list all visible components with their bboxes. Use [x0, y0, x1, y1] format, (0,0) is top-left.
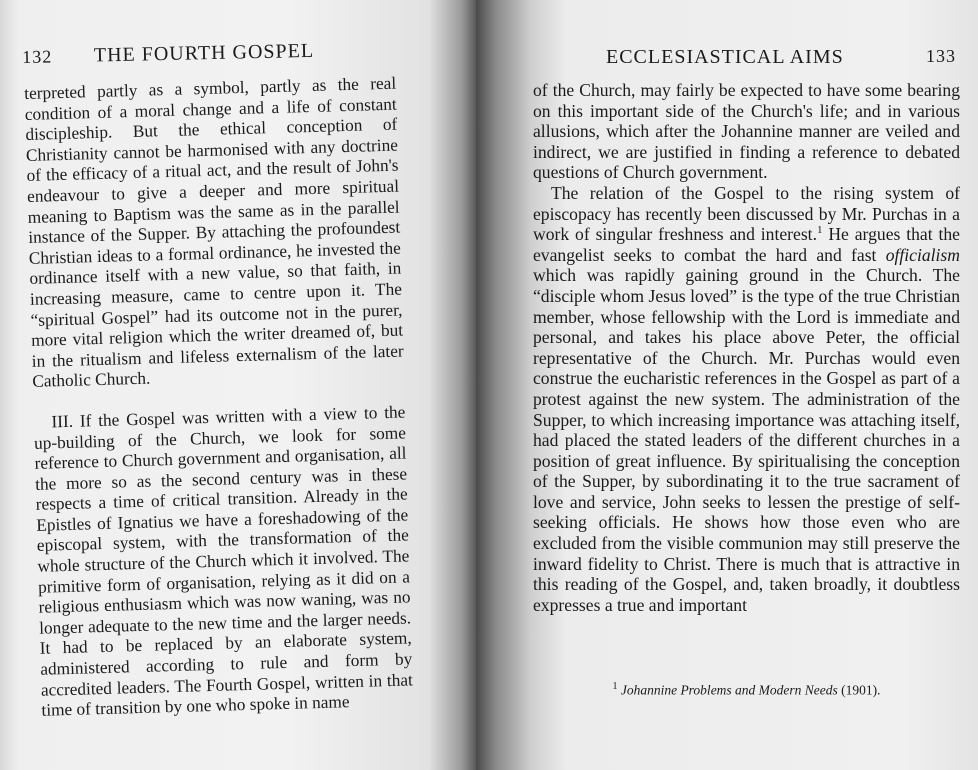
- left-page-header: [22, 38, 422, 69]
- footnote-marker: 1: [612, 681, 618, 692]
- right-paragraph-2: [533, 183, 960, 615]
- left-paragraph-1: terpreted partly as a symbol, partly as the real condition of a moral change and a life of constant discipleship. But the ethical conception of Christianity cannot be harmonised with any doctrine of the efficacy of a ritual act, and the result of John's endeavour to give a deeper and more spiritual meaning to Baptism was the same as in the parallel instance of the Supper. By attaching the profoundest Christian ideas to a formal ordinance, he invested the ordinance itself with a new value, so that faith, in increasing measure, came to centre upon it. The “spiritual Gospel” had its outcome not in the purer, more vital religion which the writer dreamed of, but in the ritualism and lifeless externalism of the later Catholic Church.: [24, 73, 404, 392]
- right-page-body: [533, 80, 960, 615]
- right-paragraph-2-emphasis: officialism: [885, 244, 960, 265]
- right-paragraph-2-end: which was rapidly gaining ground in the Church. The “disciple whom Jesus loved” is the type of the true Christian member, whose fellowship with the Lord is immediate and personal, and takes his place above Peter, the official representative of the Church. Mr. Purchas would even construe the eucharistic references in the Gospel as part of a protest against the new system. The administration of the Supper, to which increasing importance was attaching itself, had placed the stated leaders of the different churches in a position of great influence. By spiritualising the conception of the Supper, by subordinating it to the true sacrament of love and service, John seeks to lessen the prestige of self-seeking officials. He shows how those even who are excluded from the visible communion may still preserve the inward fidelity to Christ. There is much that is attractive in this reading of the Gospel, and, taken broadly, it doubtless expresses a true and important: [533, 265, 960, 615]
- right-paragraph-2-mid: He argues that the evangelist seeks to combat the hard and fast: [533, 224, 960, 265]
- right-page-header: [606, 46, 956, 69]
- right-page: [476, 0, 978, 770]
- right-running-head: ECCLESIASTICAL AIMS: [606, 46, 844, 68]
- left-running-head: THE FOURTH GOSPEL: [93, 39, 315, 67]
- right-page-number: 133: [926, 46, 956, 66]
- right-paragraph-2-start: The relation of the Gospel to the rising system of episcopacy has recently been discussed by Mr. Purchas in a work of singular freshness and interest.: [533, 182, 960, 245]
- footnote-reference: 1: [816, 224, 823, 237]
- footnote-year: (1901).: [841, 682, 881, 698]
- left-page-number: 132: [22, 46, 53, 67]
- left-page-body: [24, 74, 414, 722]
- footnote-title: Johannine Problems and Modern Needs: [620, 682, 838, 698]
- left-page: [0, 0, 476, 770]
- right-paragraph-1: of the Church, may fairly be expected to have some bearing on this important side of the Church's life; and in various allusions, which after the Johannine manner are veiled and indirect, we are justified in finding a reference to debated questions of Church government.: [533, 80, 960, 183]
- left-paragraph-2: III. If the Gospel was written with a view to the up-building of the Church, we look for some reference to Church government and organisation, all the more so as the second century was in these respects a time of critical transition. Already in the Epistles of Ignatius we have a foreshadowing of the episcopal system, with the transformation of the whole structure of the Church which it involved. The primitive form of organisation, relying as it did on a religious enthusiasm which was now waning, was no longer adequate to the new time and the larger needs. It had to be replaced by an elaborate system, administered according to rule and form by accredited leaders. The Fourth Gospel, written in that time of transition by one who spoke in name: [33, 402, 414, 720]
- footnote: [533, 681, 960, 699]
